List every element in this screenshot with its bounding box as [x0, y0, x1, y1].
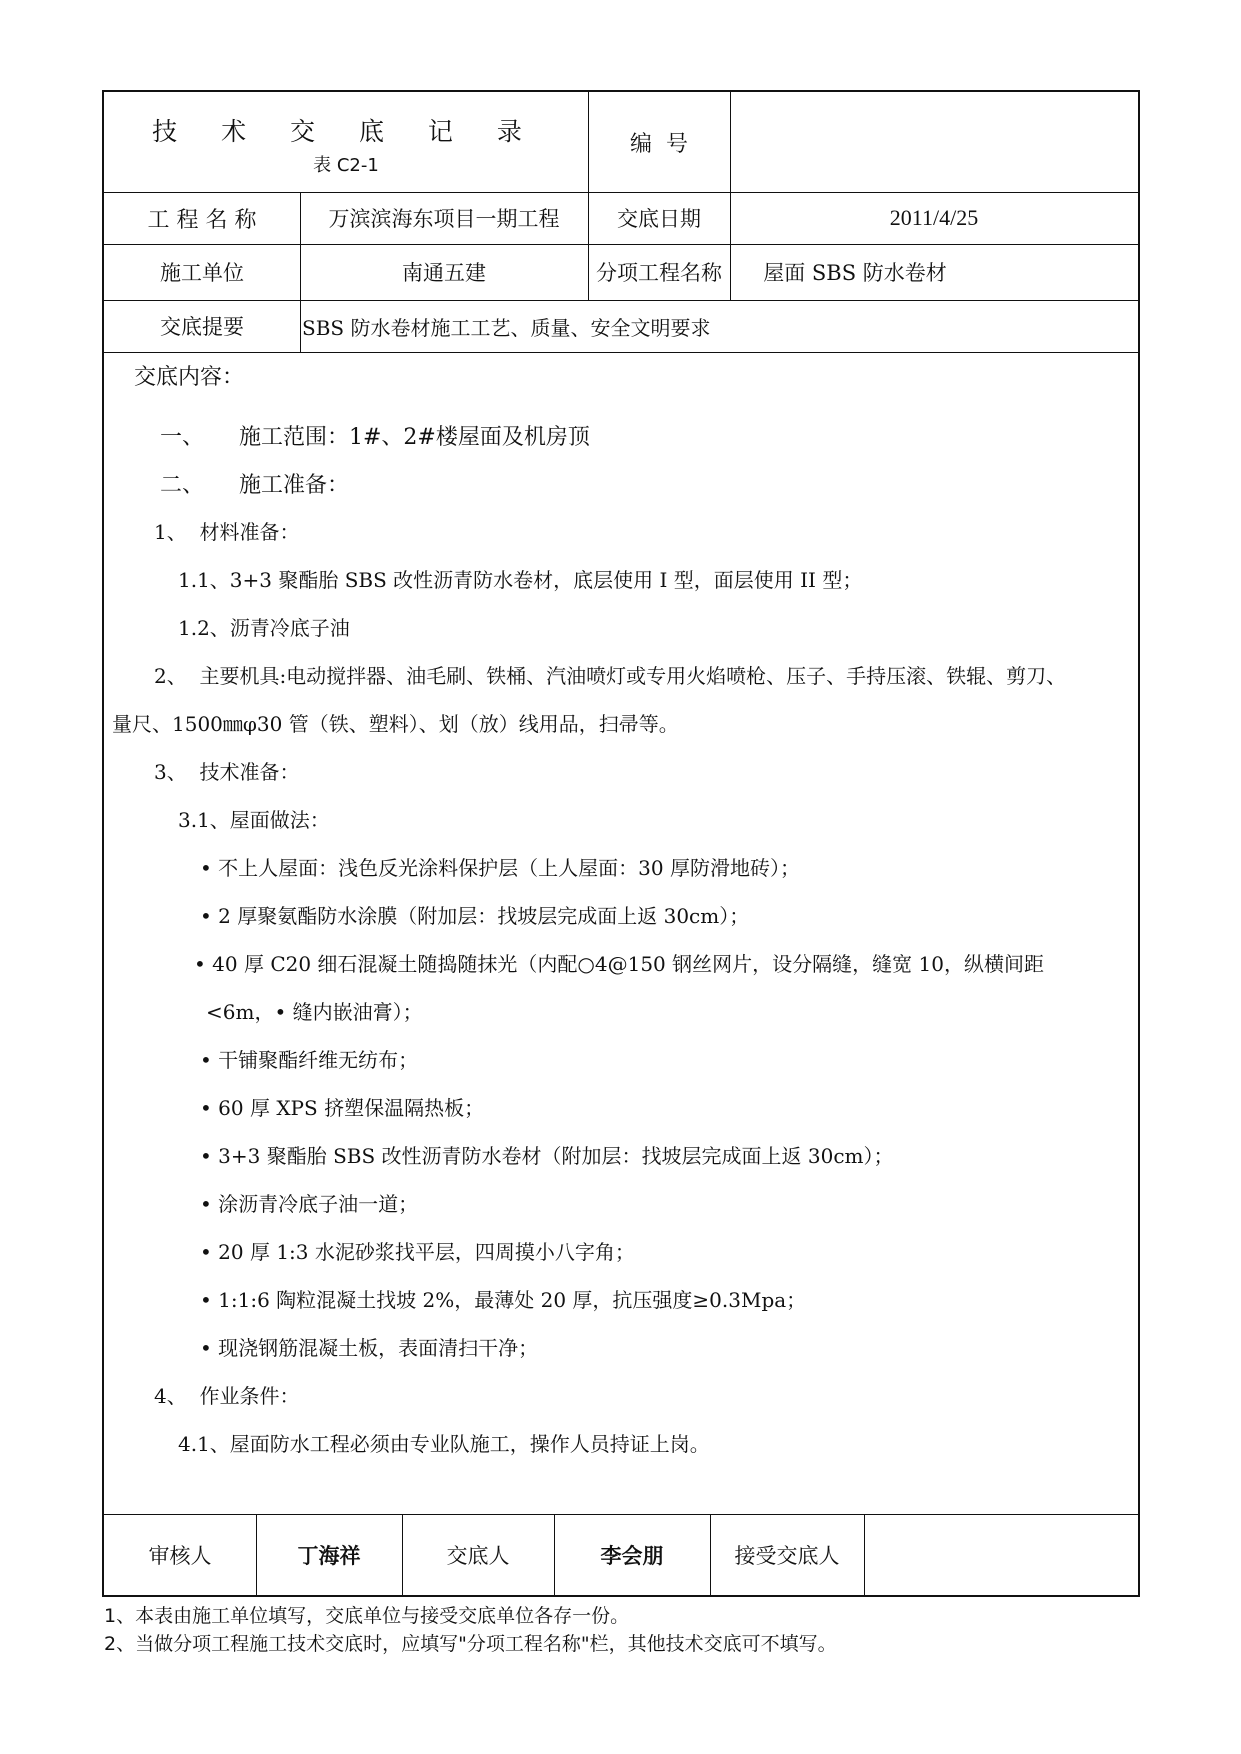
- content-line: <6m，• 缝内嵌油膏）；: [206, 1000, 423, 1024]
- content-line: • 不上人屋面：浅色反光涂料保护层（上人屋面：30 厚防滑地砖）；: [200, 856, 800, 880]
- footnotes: [104, 1602, 837, 1658]
- unit-label: 施工单位: [160, 261, 244, 285]
- content-line: 2、 主要机具:电动搅拌器、油毛刷、铁桶、汽油喷灯或专用火焰喷枪、压子、手持压滚、铁辊、剪刀、: [154, 664, 1067, 688]
- content-line: • 涂沥青冷底子油一道；: [200, 1192, 419, 1216]
- content-line: 二、 施工准备：: [160, 473, 349, 498]
- content-line: 3.1、屋面做法：: [178, 808, 330, 832]
- project-name-label: 工 程 名 称: [147, 207, 257, 233]
- unit-value[interactable]: 南通五建: [402, 261, 486, 285]
- content-line: • 3+3 聚酯胎 SBS 改性沥青防水卷材（附加层：找坡层完成面上返 30cm）；: [200, 1144, 894, 1168]
- presenter-label: 交底人: [446, 1543, 510, 1568]
- content-line: 3、 技术准备：: [154, 760, 300, 784]
- content-line: • 1:1:6 陶粒混凝土找坡 2%，最薄处 20 厚，抗压强度≥0.3Mpa；: [200, 1288, 807, 1312]
- content-line: 4.1、屋面防水工程必须由专业队施工，操作人员持证上岗。: [178, 1432, 710, 1456]
- content-line: 量尺、1500㎜φ30 管（铁、塑料）、划（放）线用品，扫帚等。: [112, 712, 679, 736]
- rule-summary: [104, 352, 1138, 353]
- form-title: 技 术 交 底 记 录: [152, 117, 540, 146]
- number-label: 编 号: [630, 131, 688, 157]
- content-line: • 20 厚 1:3 水泥砂浆找平层，四周摸小八字角；: [200, 1240, 635, 1264]
- footnote-1: 1、本表由施工单位填写，交底单位与接受交底单位各存一份。: [104, 1605, 630, 1627]
- content-line: 一、 施工范围：1#、2#楼屋面及机房顶: [160, 425, 590, 450]
- content-line: • 干铺聚酯纤维无纺布；: [200, 1048, 419, 1072]
- content-line: • 2 厚聚氨酯防水涂膜（附加层：找坡层完成面上返 30cm）；: [200, 904, 750, 928]
- receiver-name[interactable]: [864, 1514, 1138, 1595]
- summary-value[interactable]: SBS 防水卷材施工工艺、质量、安全文明要求: [302, 315, 711, 340]
- disclosure-form: [102, 90, 1140, 1597]
- project-name-value[interactable]: 万滨滨海东项目一期工程: [328, 207, 560, 231]
- footnote-2: 2、当做分项工程施工技术交底时，应填写"分项工程名称"栏，其他技术交底可不填写。: [104, 1633, 837, 1655]
- summary-label: 交底提要: [160, 315, 244, 339]
- receiver-label: 接受交底人: [734, 1543, 840, 1568]
- form-code: 表 C2-1: [313, 155, 379, 176]
- content-line: • 现浇钢筋混凝土板，表面清扫干净；: [200, 1336, 539, 1360]
- content-line: • 40 厚 C20 细石混凝土随捣随抹光（内配○4@150 钢丝网片，设分隔缝，缝宽 10，纵横间距: [194, 952, 1044, 976]
- subproject-value[interactable]: 屋面 SBS 防水卷材: [763, 261, 947, 285]
- date-value[interactable]: 2011/4/25: [889, 205, 979, 230]
- content-body: [104, 354, 1138, 1494]
- content-line: • 60 厚 XPS 挤塑保温隔热板；: [200, 1096, 485, 1120]
- number-value[interactable]: [730, 92, 1138, 192]
- content-line: 1、 材料准备：: [154, 520, 300, 544]
- date-label: 交底日期: [617, 207, 701, 231]
- reviewer-name[interactable]: 丁海祥: [297, 1543, 361, 1568]
- presenter-name[interactable]: 李会朋: [600, 1543, 664, 1568]
- content-line: 1.1、3+3 聚酯胎 SBS 改性沥青防水卷材，底层使用 I 型，面层使用 II 型；: [178, 568, 863, 592]
- content-line: 1.2、沥青冷底子油: [178, 616, 350, 640]
- content-heading: 交底内容：: [134, 365, 245, 390]
- reviewer-label: 审核人: [148, 1543, 212, 1568]
- content-line: 4、 作业条件：: [154, 1384, 300, 1408]
- subproject-label: 分项工程名称: [596, 261, 722, 285]
